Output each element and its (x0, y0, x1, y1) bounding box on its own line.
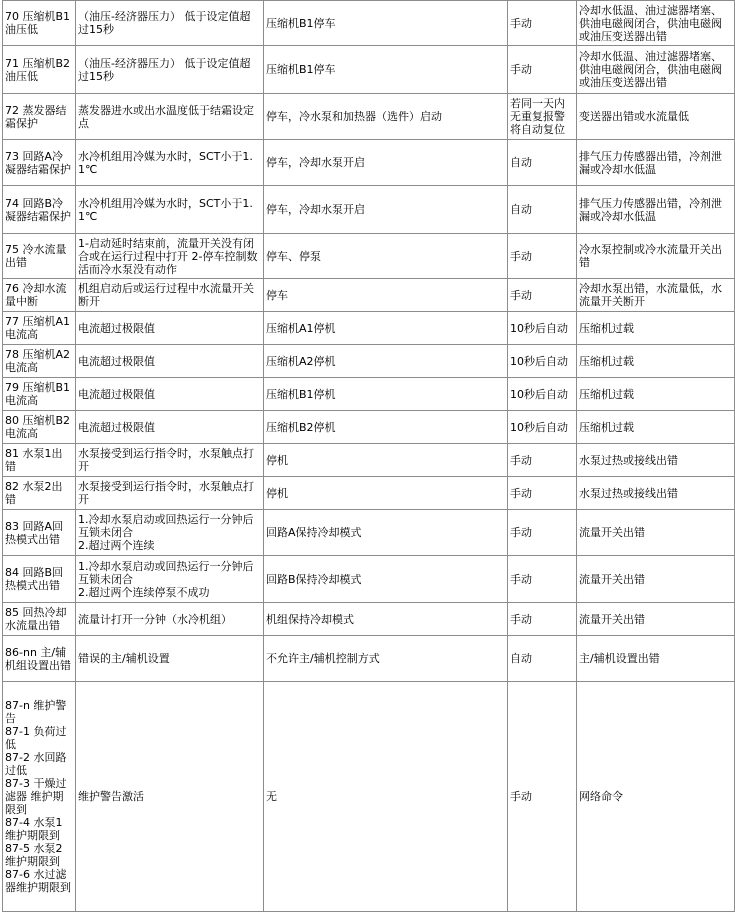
table-row (3, 556, 735, 603)
action-cell: 停车、停泵 (264, 234, 508, 279)
reset-type-cell: 自动 (508, 636, 577, 682)
alarm-code-cell: 85 回热冷却水流量出错 (3, 603, 76, 636)
reset-type-cell: 手动 (508, 444, 577, 477)
trigger-condition-cell: （油压-经济器压力） 低于设定值超过15秒 (76, 1, 264, 46)
alarm-code-cell: 84 回路B回热模式出错 (3, 556, 76, 603)
table-row (3, 94, 735, 140)
probable-cause-cell: 压缩机过载 (577, 312, 735, 345)
probable-cause-cell: 变送器出错或水流量低 (577, 94, 735, 140)
reset-type-cell: 手动 (508, 682, 577, 912)
reset-type-cell: 手动 (508, 234, 577, 279)
trigger-condition-cell: 错误的主/辅机设置 (76, 636, 264, 682)
reset-type-cell: 10秒后自动 (508, 312, 577, 345)
reset-type-cell: 手动 (508, 279, 577, 312)
reset-type-cell: 10秒后自动 (508, 378, 577, 411)
trigger-condition-cell: 1.冷却水泵启动或回热运行一分钟后互锁未闭合 2.超过两个连续停泵不成功 (76, 556, 264, 603)
action-cell: 停车，冷却水泵开启 (264, 140, 508, 186)
table-row (3, 444, 735, 477)
trigger-condition-cell: 电流超过极限值 (76, 378, 264, 411)
probable-cause-cell: 流量开关出错 (577, 556, 735, 603)
table-row (3, 46, 735, 94)
action-cell: 压缩机B2停机 (264, 411, 508, 444)
trigger-condition-cell: 流量计打开一分钟（水冷机组） (76, 603, 264, 636)
action-cell: 停机 (264, 444, 508, 477)
action-cell: 不允许主/辅机控制方式 (264, 636, 508, 682)
action-cell: 压缩机B1停机 (264, 378, 508, 411)
trigger-condition-cell: 水泵接受到运行指令时，水泵触点打开 (76, 477, 264, 510)
probable-cause-cell: 水泵过热或接线出错 (577, 444, 735, 477)
probable-cause-cell: 冷却水低温、油过滤器堵塞、供油电磁阀闭合，供油电磁阀或油压变送器出错 (577, 46, 735, 94)
action-cell: 压缩机B1停车 (264, 46, 508, 94)
trigger-condition-cell: 电流超过极限值 (76, 411, 264, 444)
alarm-code-cell: 86-nn 主/辅机组设置出错 (3, 636, 76, 682)
action-cell: 回路A保持冷却模式 (264, 510, 508, 556)
table-row (3, 140, 735, 186)
probable-cause-cell: 水泵过热或接线出错 (577, 477, 735, 510)
alarm-table-body (3, 1, 735, 912)
alarm-code-cell: 71 压缩机B2油压低 (3, 46, 76, 94)
trigger-condition-cell: 维护警告激活 (76, 682, 264, 912)
reset-type-cell: 10秒后自动 (508, 411, 577, 444)
probable-cause-cell: 流量开关出错 (577, 510, 735, 556)
alarm-code-cell: 70 压缩机B1油压低 (3, 1, 76, 46)
trigger-condition-cell: 1.冷却水泵启动或回热运行一分钟后互锁未闭合 2.超过两个连续 (76, 510, 264, 556)
table-row (3, 1, 735, 46)
probable-cause-cell: 冷水泵控制或冷水流量开关出错 (577, 234, 735, 279)
trigger-condition-cell: 1-启动延时结束前，流量开关没有闭合或在运行过程中打开 2-停车控制数活而冷水泵没有动作 (76, 234, 264, 279)
alarm-code-cell: 77 压缩机A1电流高 (3, 312, 76, 345)
probable-cause-cell: 网络命令 (577, 682, 735, 912)
trigger-condition-cell: 水泵接受到运行指令时，水泵触点打开 (76, 444, 264, 477)
table-row (3, 345, 735, 378)
reset-type-cell: 手动 (508, 510, 577, 556)
alarm-code-cell: 83 回路A回热模式出错 (3, 510, 76, 556)
alarm-code-cell: 76 冷却水流量中断 (3, 279, 76, 312)
trigger-condition-cell: 电流超过极限值 (76, 312, 264, 345)
reset-type-cell: 手动 (508, 477, 577, 510)
alarm-code-cell: 81 水泵1出错 (3, 444, 76, 477)
alarm-table (2, 0, 735, 912)
alarm-code-cell: 73 回路A冷凝器结霜保护 (3, 140, 76, 186)
trigger-condition-cell: 蒸发器进水或出水温度低于结霜设定点 (76, 94, 264, 140)
probable-cause-cell: 压缩机过载 (577, 411, 735, 444)
probable-cause-cell: 冷却水泵出错，水流量低，水流量开关断开 (577, 279, 735, 312)
probable-cause-cell: 冷却水低温、油过滤器堵塞、供油电磁阀闭合，供油电磁阀或油压变送器出错 (577, 1, 735, 46)
reset-type-cell: 手动 (508, 1, 577, 46)
table-row (3, 682, 735, 912)
alarm-code-cell: 72 蒸发器结霜保护 (3, 94, 76, 140)
action-cell: 停机 (264, 477, 508, 510)
action-cell: 机组保持冷却模式 (264, 603, 508, 636)
table-row (3, 312, 735, 345)
action-cell: 停车 (264, 279, 508, 312)
alarm-code-cell: 78 压缩机A2电流高 (3, 345, 76, 378)
reset-type-cell: 若同一天内无重复报警将自动复位 (508, 94, 577, 140)
reset-type-cell: 自动 (508, 140, 577, 186)
action-cell: 压缩机B1停车 (264, 1, 508, 46)
trigger-condition-cell: 电流超过极限值 (76, 345, 264, 378)
trigger-condition-cell: 机组启动后或运行过程中水流量开关断开 (76, 279, 264, 312)
probable-cause-cell: 排气压力传感器出错，冷剂泄漏或冷却水低温 (577, 140, 735, 186)
table-row (3, 234, 735, 279)
probable-cause-cell: 主/辅机设置出错 (577, 636, 735, 682)
reset-type-cell: 自动 (508, 186, 577, 234)
table-row (3, 603, 735, 636)
table-row (3, 411, 735, 444)
table-row (3, 510, 735, 556)
probable-cause-cell: 流量开关出错 (577, 603, 735, 636)
action-cell: 停车，冷却水泵开启 (264, 186, 508, 234)
probable-cause-cell: 压缩机过载 (577, 345, 735, 378)
table-row (3, 186, 735, 234)
trigger-condition-cell: 水冷机组用冷媒为水时，SCT小于1.1℃ (76, 140, 264, 186)
table-row (3, 279, 735, 312)
reset-type-cell: 手动 (508, 46, 577, 94)
action-cell: 压缩机A2停机 (264, 345, 508, 378)
action-cell: 回路B保持冷却模式 (264, 556, 508, 603)
reset-type-cell: 手动 (508, 603, 577, 636)
probable-cause-cell: 排气压力传感器出错，冷剂泄漏或冷却水低温 (577, 186, 735, 234)
reset-type-cell: 10秒后自动 (508, 345, 577, 378)
alarm-code-cell: 75 冷水流量出错 (3, 234, 76, 279)
action-cell: 无 (264, 682, 508, 912)
table-row (3, 477, 735, 510)
trigger-condition-cell: 水冷机组用冷媒为水时，SCT小于1.1℃ (76, 186, 264, 234)
alarm-code-cell: 87-n 维护警告 87-1 负荷过低 87-2 水回路过低 87-3 干燥过滤器 维护期限到 87-4 水泵1维护期限到 87-5 水泵2维护期限到 87-6 水过滤器维护期限到 (3, 682, 76, 912)
table-row (3, 378, 735, 411)
alarm-code-cell: 74 回路B冷凝器结霜保护 (3, 186, 76, 234)
probable-cause-cell: 压缩机过载 (577, 378, 735, 411)
reset-type-cell: 手动 (508, 556, 577, 603)
action-cell: 压缩机A1停机 (264, 312, 508, 345)
table-row (3, 636, 735, 682)
alarm-code-cell: 82 水泵2出错 (3, 477, 76, 510)
alarm-code-cell: 79 压缩机B1电流高 (3, 378, 76, 411)
trigger-condition-cell: （油压-经济器压力） 低于设定值超过15秒 (76, 46, 264, 94)
action-cell: 停车，冷水泵和加热器（选件）启动 (264, 94, 508, 140)
alarm-code-cell: 80 压缩机B2电流高 (3, 411, 76, 444)
